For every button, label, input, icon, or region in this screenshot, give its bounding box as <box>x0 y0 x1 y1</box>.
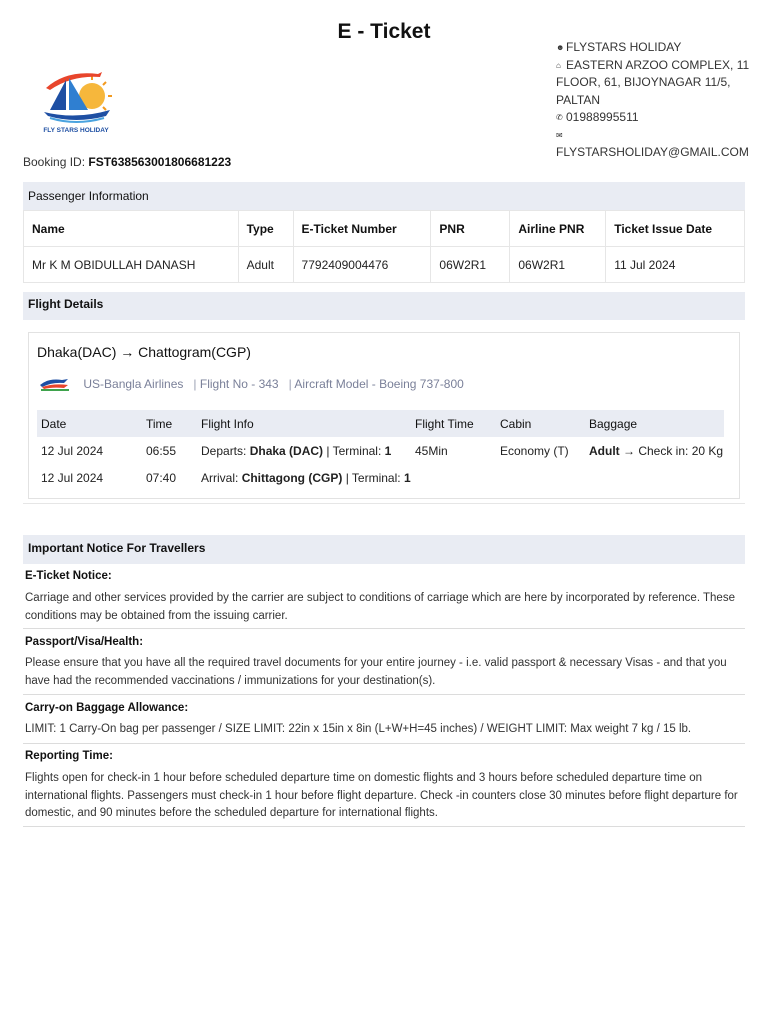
departure-date: 12 Jul 2024 <box>41 443 104 458</box>
baggage-checkin: → Check in: 20 Kg <box>623 443 724 458</box>
col-eticket: E-Ticket Number <box>293 211 431 247</box>
company-info <box>556 39 756 162</box>
flight-table-header <box>37 410 724 437</box>
departure-terminal-label: | Terminal: <box>326 443 382 458</box>
booking-id-value: FST638563001806681223 <box>88 155 232 169</box>
arrival-terminal: 1 <box>403 470 411 485</box>
arrow-right-icon: → <box>120 344 135 360</box>
notice-heading: E-Ticket Notice: <box>25 570 112 582</box>
passenger-name: Mr K M OBIDULLAH DANASH <box>24 247 239 283</box>
col-issue-date: Ticket Issue Date <box>606 211 745 247</box>
booking-id <box>23 155 231 169</box>
notice-heading: Carry-on Baggage Allowance: <box>25 702 189 714</box>
flight-section-title: Flight Details <box>23 292 745 320</box>
divider <box>23 694 745 695</box>
aircraft-model: Aircraft Model - Boeing 737-800 <box>294 377 464 392</box>
divider <box>23 826 745 827</box>
flight-number: Flight No - 343 <box>199 377 279 392</box>
departure-info <box>197 437 411 464</box>
table-row <box>24 247 745 283</box>
arrival-date: 12 Jul 2024 <box>41 470 104 485</box>
col-flight-time: Flight Time <box>411 410 496 437</box>
arrival-label: Arrival: <box>201 470 239 485</box>
flight-card <box>28 332 740 499</box>
col-cabin: Cabin <box>496 410 585 437</box>
passenger-table <box>23 210 745 283</box>
passenger-table-header <box>24 211 745 247</box>
home-icon: ⌂ <box>556 60 561 70</box>
route-from: Dhaka(DAC) <box>37 344 117 360</box>
col-date: Date <box>37 410 142 437</box>
col-flight-info: Flight Info <box>197 410 411 437</box>
passenger-section-title: Passenger Information <box>23 182 745 210</box>
divider <box>23 503 745 504</box>
airline-name: US-Bangla Airlines <box>83 377 184 392</box>
col-type: Type <box>238 211 293 247</box>
divider <box>23 743 745 744</box>
departure-terminal: 1 <box>384 443 392 458</box>
mail-icon: ✉ <box>556 130 563 140</box>
passenger-type: Adult <box>238 247 293 283</box>
table-row <box>37 464 724 491</box>
route <box>37 344 251 360</box>
col-baggage: Baggage <box>585 410 724 437</box>
company-email[interactable]: FLYSTARSHOLIDAY@GMAIL.COM <box>556 145 749 159</box>
col-time: Time <box>142 410 197 437</box>
baggage-pax-type: Adult <box>589 443 620 458</box>
airline-pnr: 06W2R1 <box>510 247 606 283</box>
notice-heading: Passport/Visa/Health: <box>25 636 144 648</box>
baggage-allowance <box>585 437 724 464</box>
company-phone: 01988995511 <box>566 110 639 124</box>
notice-text: LIMIT: 1 Carry-On bag per passenger / SIZE LIMIT: 22in x 15in x 8in (L+W+H=45 inches) / WEIGHT LIMIT: Max weight 7 kg / 15 lb. <box>25 723 692 735</box>
logo-text: FLY STARS HOLIDAY <box>43 127 109 134</box>
col-airline-pnr: Airline PNR <box>510 211 606 247</box>
route-to: Chattogram(CGP) <box>138 344 251 360</box>
separator: | <box>281 377 292 392</box>
arrival-terminal-label: | Terminal: <box>345 470 401 485</box>
arrival-info <box>197 464 411 491</box>
col-pnr: PNR <box>431 211 510 247</box>
departure-label: Departs: <box>201 443 247 458</box>
pnr: 06W2R1 <box>431 247 510 283</box>
booking-id-label: Booking ID: <box>23 155 86 169</box>
notice-text: Carriage and other services provided by the carrier are subject to conditions of carriage which are here by incorporated by reference. These conditions may be obtained from the issuing carrier. <box>25 592 735 622</box>
notice-text: Please ensure that you have all the required travel documents for your entire journey - i.e. valid passport & necessary Visas - and that you have had the recommended vaccinations / immunizations for your destination(s). <box>25 657 727 687</box>
notice-text: Flights open for check-in 1 hour before scheduled departure time on domestic flights and 3 hours before scheduled departure time on international flights. Passengers must check-in 1 hour before flight departure. Check -in counters close 30 minutes before flight departure for domestic, and 90 minutes before the scheduled departure for international flights. <box>25 772 738 819</box>
col-name: Name <box>24 211 239 247</box>
phone-icon: ✆ <box>556 113 563 122</box>
company-address: EASTERN ARZOO COMPLEX, 11 FLOOR, 61, BIJOYNAGAR 11/5, PALTAN <box>556 57 750 107</box>
departure-place: Dhaka (DAC) <box>249 443 324 458</box>
flight-duration: 45Min <box>415 443 448 458</box>
airline-logo-icon <box>38 377 72 393</box>
page-title: E - Ticket <box>337 20 431 43</box>
notice-section-title: Important Notice For Travellers <box>23 535 745 564</box>
airline-info <box>38 377 464 393</box>
divider <box>23 628 745 629</box>
user-icon: ☻ <box>556 43 565 52</box>
issue-date: 11 Jul 2024 <box>606 247 745 283</box>
arrival-time: 07:40 <box>146 470 177 485</box>
flight-table <box>37 410 724 491</box>
table-row <box>37 437 724 464</box>
separator: | <box>186 377 197 392</box>
arrival-place: Chittagong (CGP) <box>241 470 343 485</box>
notice-heading: Reporting Time: <box>25 750 113 762</box>
cabin-class: Economy (T) <box>500 443 569 458</box>
departure-time: 06:55 <box>146 443 177 458</box>
flystars-logo <box>36 66 116 136</box>
company-name: FLYSTARS HOLIDAY <box>566 40 682 54</box>
eticket-number: 7792409004476 <box>293 247 431 283</box>
